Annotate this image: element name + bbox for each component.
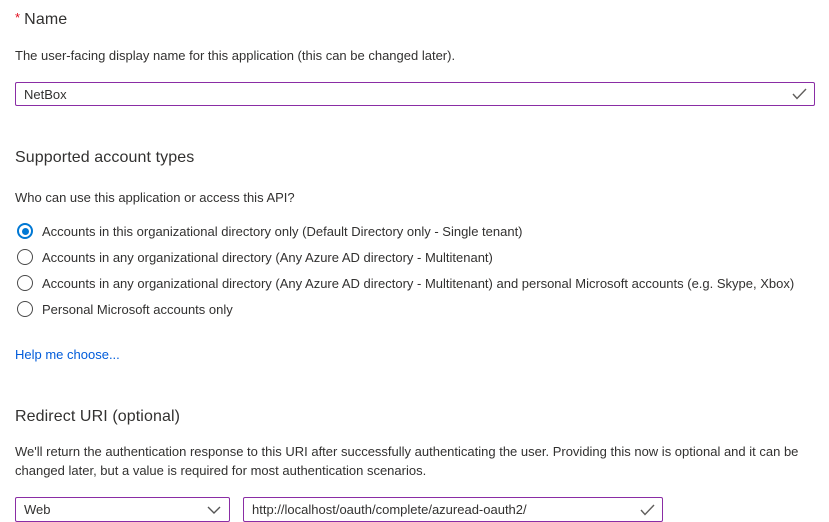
account-types-question: Who can use this application or access this API? [15, 190, 295, 205]
name-label: Name [24, 11, 68, 28]
account-type-option[interactable] [15, 296, 815, 322]
redirect-uri-input-container [243, 497, 663, 522]
radio-button-icon[interactable] [17, 249, 33, 265]
radio-button-icon[interactable] [17, 223, 33, 239]
account-type-option-label: Accounts in any organizational directory (Any Azure AD directory - Multitenant) [42, 249, 493, 265]
supported-account-types-heading: Supported account types [15, 149, 195, 166]
redirect-uri-input[interactable] [243, 497, 663, 522]
redirect-uri-row [15, 497, 815, 522]
redirect-uri-section [15, 408, 815, 522]
help-me-choose-link[interactable]: Help me choose... [15, 347, 120, 362]
account-type-option[interactable] [15, 244, 815, 270]
account-type-option-label: Accounts in this organizational directory only (Default Directory only - Single tenant) [42, 223, 523, 239]
account-type-option[interactable] [15, 270, 815, 296]
platform-select-container [15, 497, 230, 522]
redirect-uri-heading: Redirect URI (optional) [15, 408, 181, 425]
account-type-option-label: Personal Microsoft accounts only [42, 301, 233, 317]
platform-select-value: Web [24, 502, 51, 517]
redirect-uri-description: We'll return the authentication response to this URI after successfully authenticating the user. Providing this now is optional and it can be changed later, but a value is required for most authentication scenarios. [15, 444, 799, 478]
radio-button-icon[interactable] [17, 301, 33, 317]
name-section [15, 10, 815, 106]
required-asterisk: * [15, 10, 21, 25]
name-input[interactable] [15, 82, 815, 106]
name-section-heading [15, 10, 815, 29]
account-type-option[interactable] [15, 218, 815, 244]
name-input-container [15, 82, 815, 106]
radio-button-icon[interactable] [17, 275, 33, 291]
platform-select[interactable] [15, 497, 230, 522]
supported-account-types-section [15, 149, 815, 364]
account-type-option-label: Accounts in any organizational directory (Any Azure AD directory - Multitenant) and personal Microsoft accounts (e.g. Skype, Xbox) [42, 275, 795, 291]
account-type-options [15, 218, 815, 322]
name-description: The user-facing display name for this application (this can be changed later). [15, 48, 456, 63]
